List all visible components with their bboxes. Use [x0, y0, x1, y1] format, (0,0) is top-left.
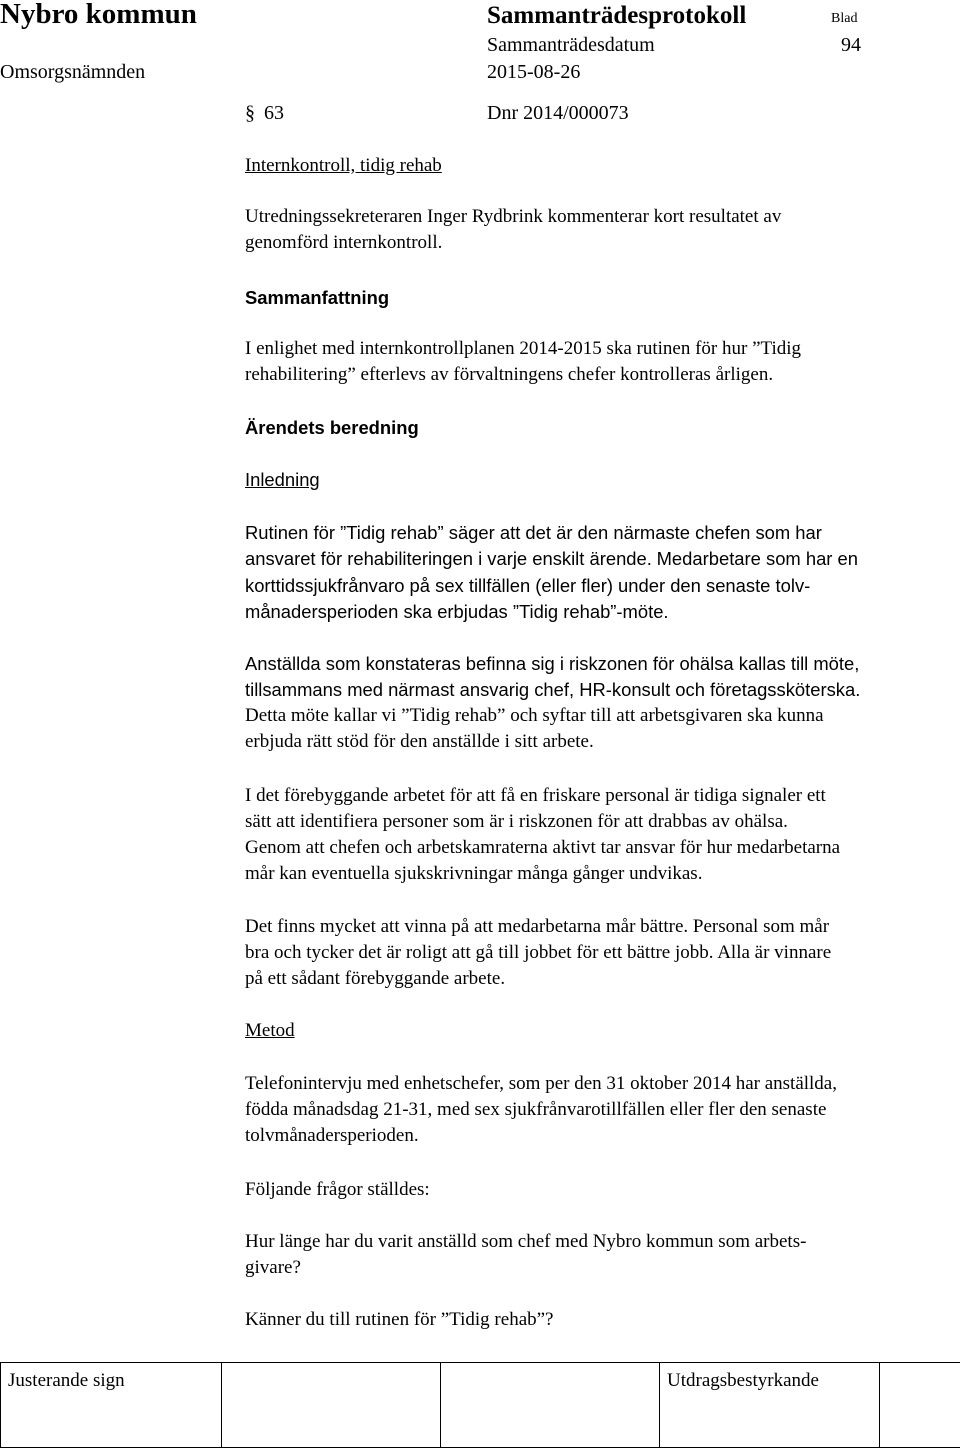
introduction-paragraph — [245, 520, 960, 625]
body-paragraph — [245, 914, 960, 992]
body-paragraph — [245, 783, 960, 887]
text-line: tillsammans med närmast ansvarig chef, HR-konsult och företagssköterska. — [245, 679, 861, 700]
justerande-sign-label: Justerande sign — [8, 1370, 125, 1391]
justerande-sign-cell — [1, 1363, 222, 1448]
utdragsbestyrkande-label: Utdragsbestyrkande — [667, 1370, 819, 1391]
document-title: Sammanträdesprotokoll — [487, 2, 747, 29]
method-paragraph — [245, 1071, 960, 1149]
text-line: Det finns mycket att vinna på att medarbetarna mår bättre. Personal som mår — [245, 916, 830, 937]
questions-label: Följande frågor ställdes: — [245, 1179, 430, 1200]
body-paragraph — [245, 651, 960, 755]
municipality-name: Nybro kommun — [0, 0, 197, 30]
text-line: Anställda som konstateras befinna sig i riskzonen för ohälsa kallas till möte, — [245, 653, 860, 674]
section-symbol: § — [245, 102, 255, 124]
text-line: I det förebyggande arbetet för att få en friskare personal är tidiga signaler ett — [245, 785, 826, 806]
preparation-heading: Ärendets beredning — [245, 417, 419, 438]
text-span: Medarbetare som har en — [656, 548, 858, 569]
text-line: Utredningssekreteraren Inger Rydbrink kommenterar kort resultatet av — [245, 206, 782, 227]
text-line-mixed — [245, 546, 960, 573]
item-title: Internkontroll, tidig rehab — [245, 155, 442, 176]
text-line: rehabilitering” efterlevs av förvaltningens chefer kontrolleras årligen. — [245, 364, 774, 385]
text-line: korttidssjukfrånvaro på sex tillfällen (eller fler) under den senaste tolv- — [245, 575, 811, 596]
text-line: genomförd internkontroll. — [245, 232, 443, 253]
intro-paragraph — [245, 204, 960, 256]
signature-footer-table — [0, 1362, 960, 1448]
summary-heading: Sammanfattning — [245, 287, 390, 308]
signature-cell — [880, 1363, 960, 1448]
page-number: 94 — [841, 34, 861, 56]
text-line: Telefonintervju med enhetschefer, som per den 31 oktober 2014 har anställda, — [245, 1073, 837, 1094]
method-subheading: Metod — [245, 1020, 295, 1041]
meeting-date: 2015-08-26 — [487, 61, 581, 83]
item-number: 63 — [264, 102, 284, 124]
question-2: Känner du till rutinen för ”Tidig rehab”? — [245, 1309, 554, 1330]
item-dnr: Dnr 2014/000073 — [487, 102, 629, 124]
text-line: på ett sådant förebyggande arbete. — [245, 968, 506, 989]
summary-paragraph — [245, 336, 960, 388]
utdragsbestyrkande-cell — [660, 1363, 880, 1448]
text-line: månadersperioden ska erbjudas ”Tidig rehab”-möte. — [245, 601, 669, 622]
text-line: sätt att identifiera personer som är i riskzonen för att drabbas av ohälsa. — [245, 811, 788, 832]
text-span: ansvaret för rehabiliteringen i varje enskilt ärende. — [245, 548, 652, 569]
text-line: givare? — [245, 1257, 301, 1278]
page-label: Blad — [831, 11, 858, 26]
text-line: mår kan eventuella sjukskrivningar många gånger undvikas. — [245, 863, 703, 884]
text-line: Rutinen för ”Tidig rehab” säger att det är den närmaste chefen som har — [245, 522, 822, 543]
committee-name: Omsorgsnämnden — [0, 61, 146, 83]
item-number-line — [245, 100, 284, 126]
text-line: Hur länge har du varit anställd som chef med Nybro kommun som arbets- — [245, 1231, 807, 1252]
meeting-date-label: Sammanträdesdatum — [487, 34, 655, 56]
text-line: bra och tycker det är roligt att gå till jobbet för ett bättre jobb. Alla är vinnare — [245, 942, 832, 963]
text-line: födda månadsdag 21-31, med sex sjukfrånvarotillfällen eller fler den senaste — [245, 1099, 827, 1120]
text-line: I enlighet med internkontrollplanen 2014-2015 ska rutinen för hur ”Tidig — [245, 338, 802, 359]
introduction-subheading: Inledning — [245, 469, 320, 490]
text-line: Detta möte kallar vi ”Tidig rehab” och syftar till att arbetsgivaren ska kunna — [245, 705, 824, 726]
signature-cell — [222, 1363, 441, 1448]
text-line: Genom att chefen och arbetskamraterna aktivt tar ansvar för hur medarbetarna — [245, 837, 841, 858]
text-line: tolvmånadersperioden. — [245, 1125, 419, 1146]
text-line: erbjuda rätt stöd för den anställde i sitt arbete. — [245, 731, 594, 752]
question-1 — [245, 1229, 960, 1281]
signature-cell — [441, 1363, 660, 1448]
